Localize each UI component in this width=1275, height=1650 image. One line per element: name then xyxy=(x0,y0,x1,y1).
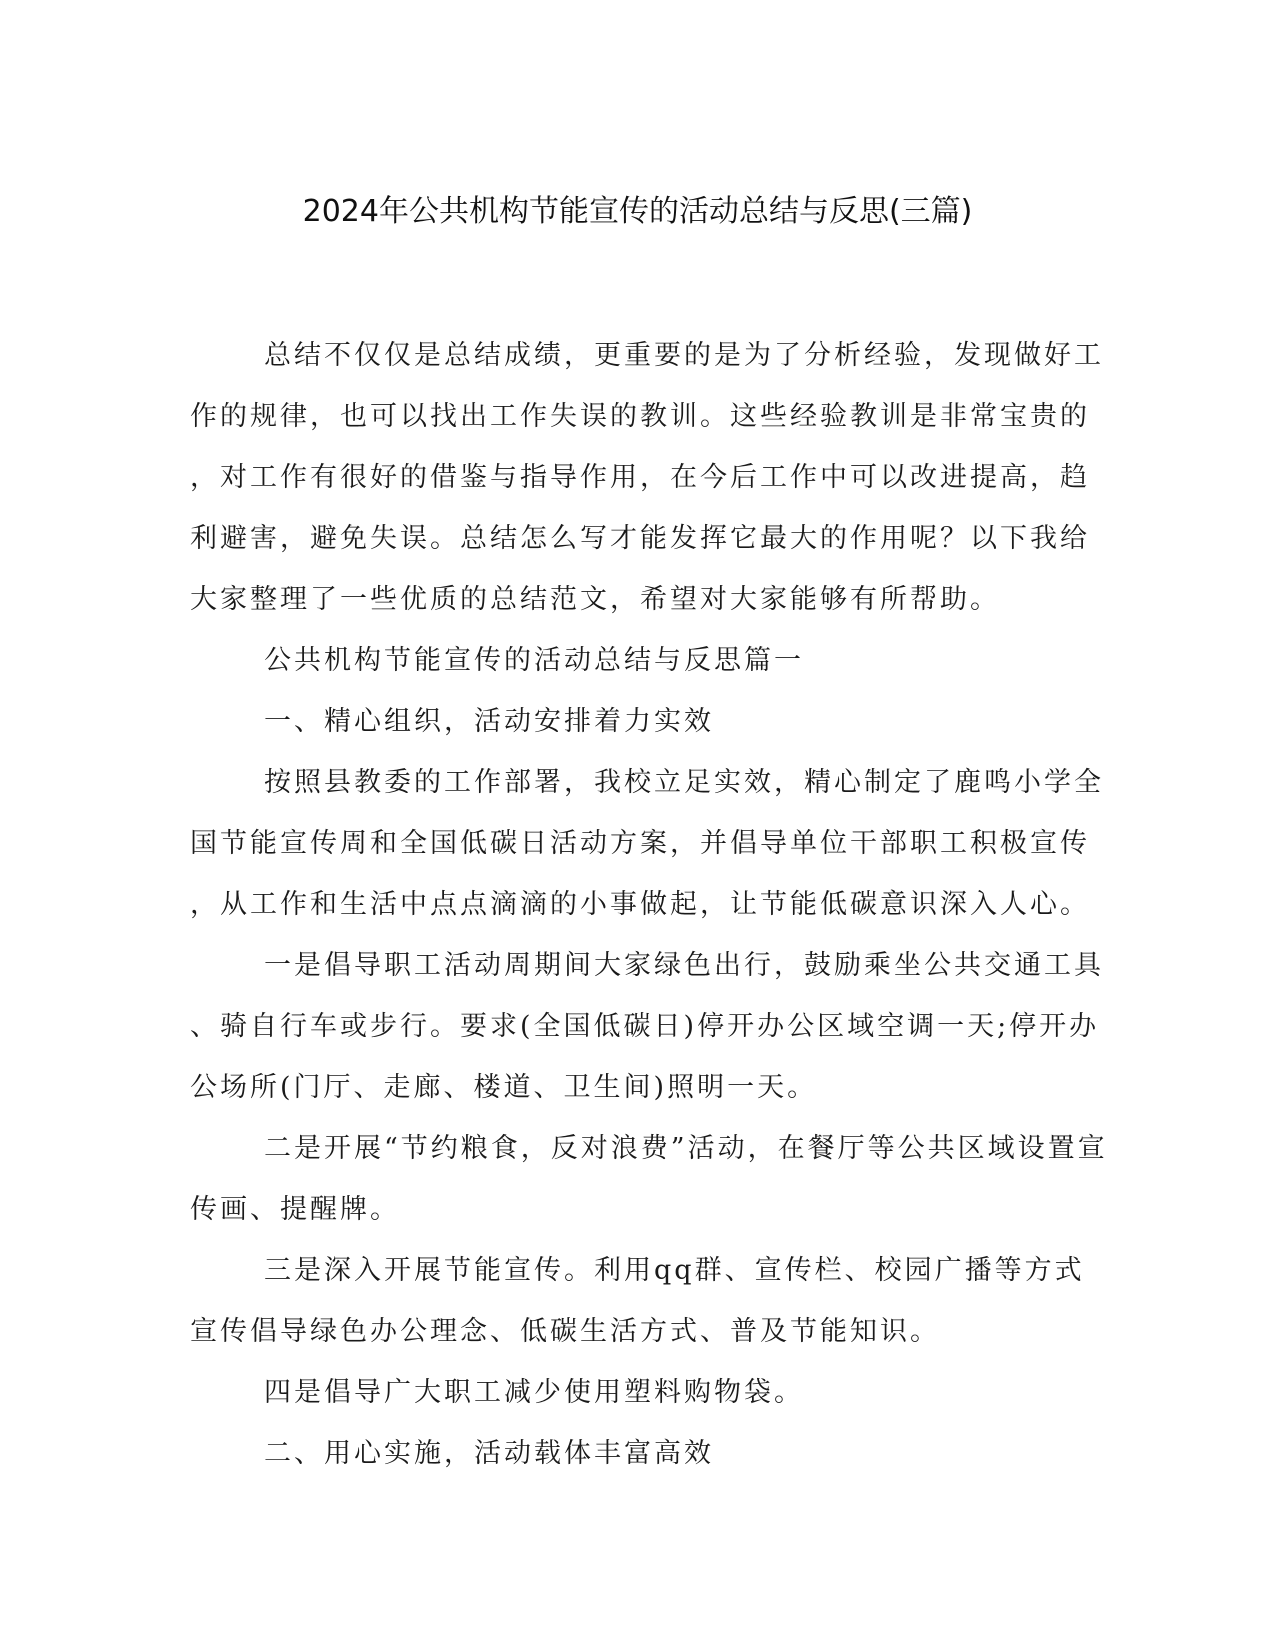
body-text-line: 二是开展“节约粮食，反对浪费”活动，在餐厅等公共区域设置宣 xyxy=(264,1133,1108,1164)
body-text-line: 三是深入开展节能宣传。利用qq群、宣传栏、校园广播等方式 xyxy=(264,1255,1085,1286)
body-text-line: 作的规律，也可以找出工作失误的教训。这些经验教训是非常宝贵的 xyxy=(190,401,1090,432)
body-text-line: 公共机构节能宣传的活动总结与反思篇一 xyxy=(264,645,804,676)
body-text-line: 二、用心实施，活动载体丰富高效 xyxy=(264,1438,714,1469)
body-text-line: ，从工作和生活中点点滴滴的小事做起，让节能低碳意识深入人心。 xyxy=(190,889,1090,920)
body-text-line: 一、精心组织，活动安排着力实效 xyxy=(264,706,714,737)
body-text-line: 国节能宣传周和全国低碳日活动方案，并倡导单位干部职工积极宣传 xyxy=(190,828,1090,859)
body-text-line: 利避害，避免失误。总结怎么写才能发挥它最大的作用呢？以下我给 xyxy=(190,523,1090,554)
body-text-line: 大家整理了一些优质的总结范文，希望对大家能够有所帮助。 xyxy=(190,584,1000,615)
body-text-line: 按照县教委的工作部署，我校立足实效，精心制定了鹿鸣小学全 xyxy=(264,767,1104,798)
body-text-line: 总结不仅仅是总结成绩，更重要的是为了分析经验，发现做好工 xyxy=(264,340,1104,371)
body-text-line: 宣传倡导绿色办公理念、低碳生活方式、普及节能知识。 xyxy=(190,1316,940,1347)
body-text-line: 公场所(门厅、走廊、楼道、卫生间)照明一天。 xyxy=(190,1072,818,1103)
body-text-line: 四是倡导广大职工减少使用塑料购物袋。 xyxy=(264,1377,804,1408)
body-text-line: 传画、提醒牌。 xyxy=(190,1194,400,1225)
body-text-line: 、骑自行车或步行。要求(全国低碳日)停开办公区域空调一天;停开办 xyxy=(190,1011,1100,1042)
document-body xyxy=(190,325,1108,1484)
body-text-line: 一是倡导职工活动周期间大家绿色出行，鼓励乘坐公共交通工具 xyxy=(264,950,1104,981)
body-text-line: ，对工作有很好的借鉴与指导作用，在今后工作中可以改进提高，趋 xyxy=(190,462,1090,493)
document-title: 2024年公共机构节能宣传的活动总结与反思(三篇) xyxy=(302,194,973,229)
